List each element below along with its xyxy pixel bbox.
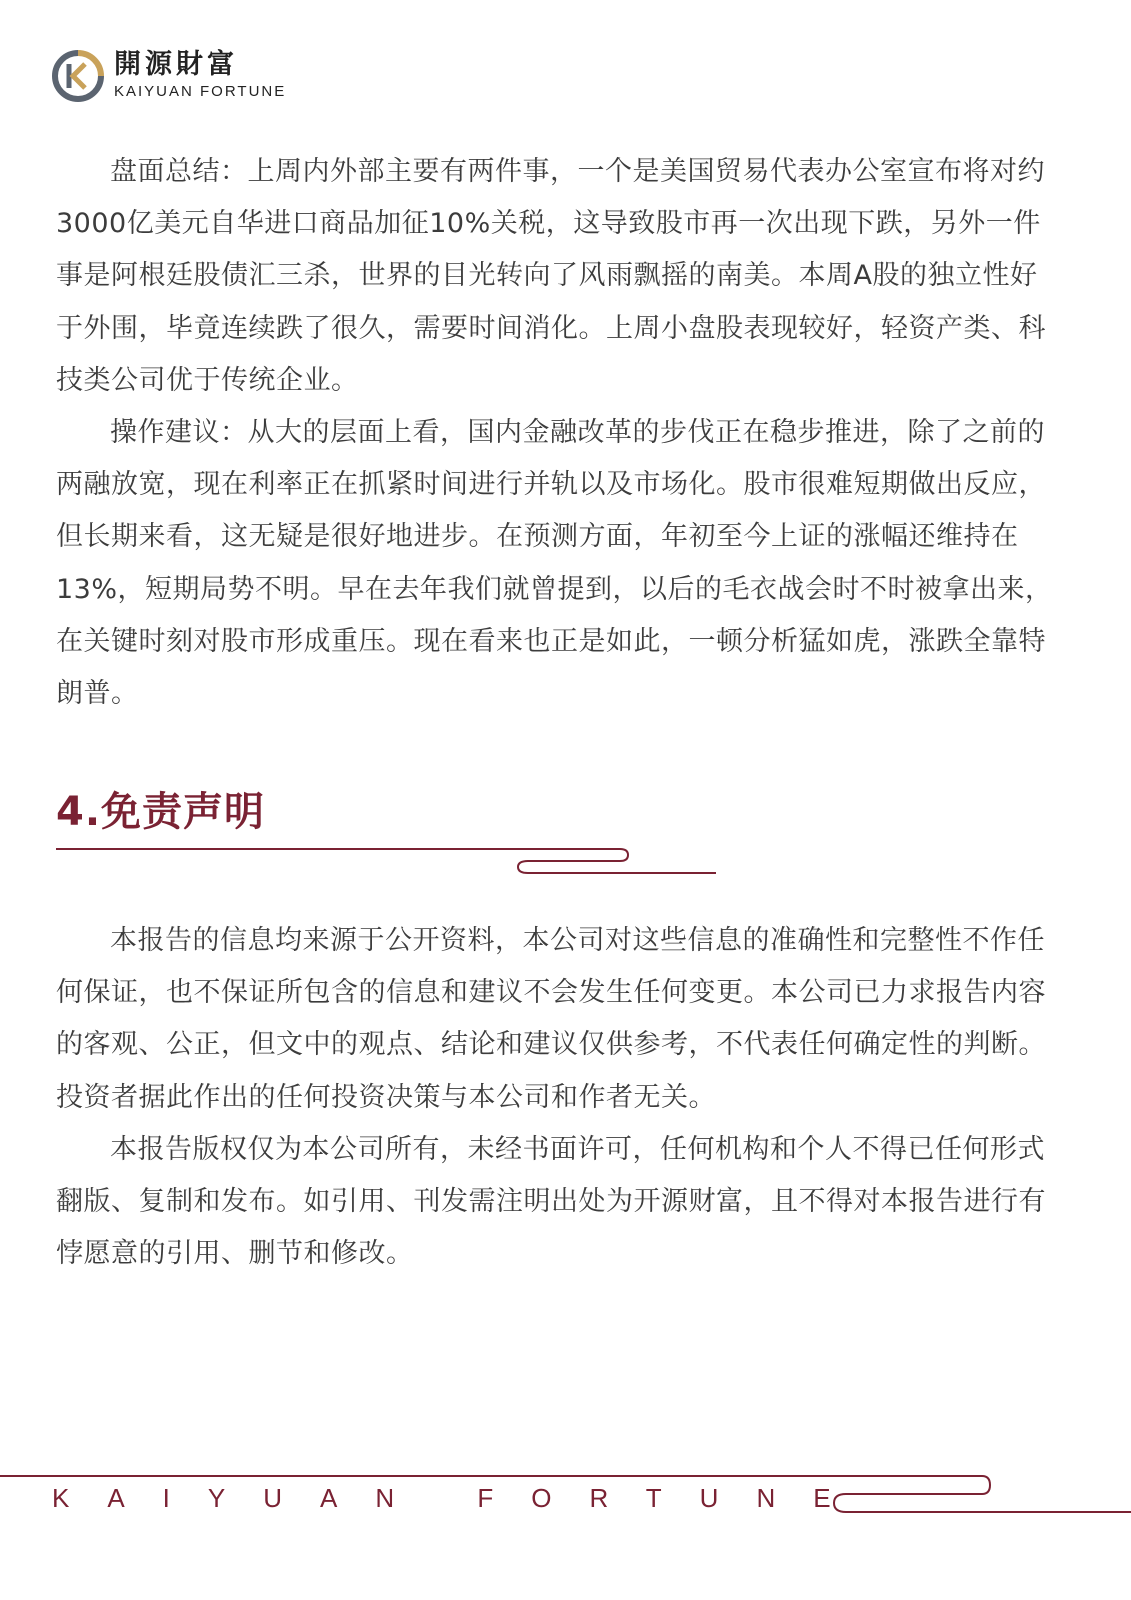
disclaimer-paragraph: 本报告的信息均来源于公开资料，本公司对这些信息的准确性和完整性不作任何保证，也不保证所包含的信息和建议不会发生任何变更。本公司已力求报告内容的客观、公正，但文中的观点、结论和建议仅供参考，不代表任何确定性的判断。投资者据此作出的任何投资决策与本公司和作者无关。 [56,925,1046,1113]
footer-brand-text: KAIYUAN FORTUNE [52,1483,869,1513]
logo-english-name: KAIYUAN FORTUNE [114,83,287,100]
section-divider [56,849,716,873]
market-summary-paragraph: 盘面总结：上周内外部主要有两件事，一个是美国贸易代表办公室宣布将对约3000亿美元自华进口商品加征10%关税，这导致股市再一次出现下跌，另外一件事是阿根廷股债汇三杀，世界的目光转向了风雨飘摇的南美。本周A股的独立性好于外围，毕竟连续跌了很久，需要时间消化。上周小盘股表现较好，轻资产类、科技类公司优于传统企业。 [56,156,1046,396]
section-title: 4.免责声明 [56,789,266,835]
copyright-paragraph: 本报告版权仅为本公司所有，未经书面许可，任何机构和个人不得已任何形式翻版、复制和发布。如引用、刊发需注明出处为开源财富，且不得对本报告进行有悖愿意的引用、删节和修改。 [56,1134,1046,1270]
logo-chinese-name: 開源財富 [114,49,238,80]
operation-advice-paragraph: 操作建议：从大的层面上看，国内金融改革的步伐正在稳步推进，除了之前的两融放宽，现在利率正在抓紧时间进行并轨以及市场化。股市很难短期做出反应，但长期来看，这无疑是很好地进步。在预测方面，年初至今上证的涨幅还维持在13%，短期局势不明。早在去年我们就曾提到，以后的毛衣战会时不时被拿出来，在关键时刻对股市形成重压。现在看来也正是如此，一顿分析猛如虎，涨跌全靠特朗普。 [56,417,1053,710]
